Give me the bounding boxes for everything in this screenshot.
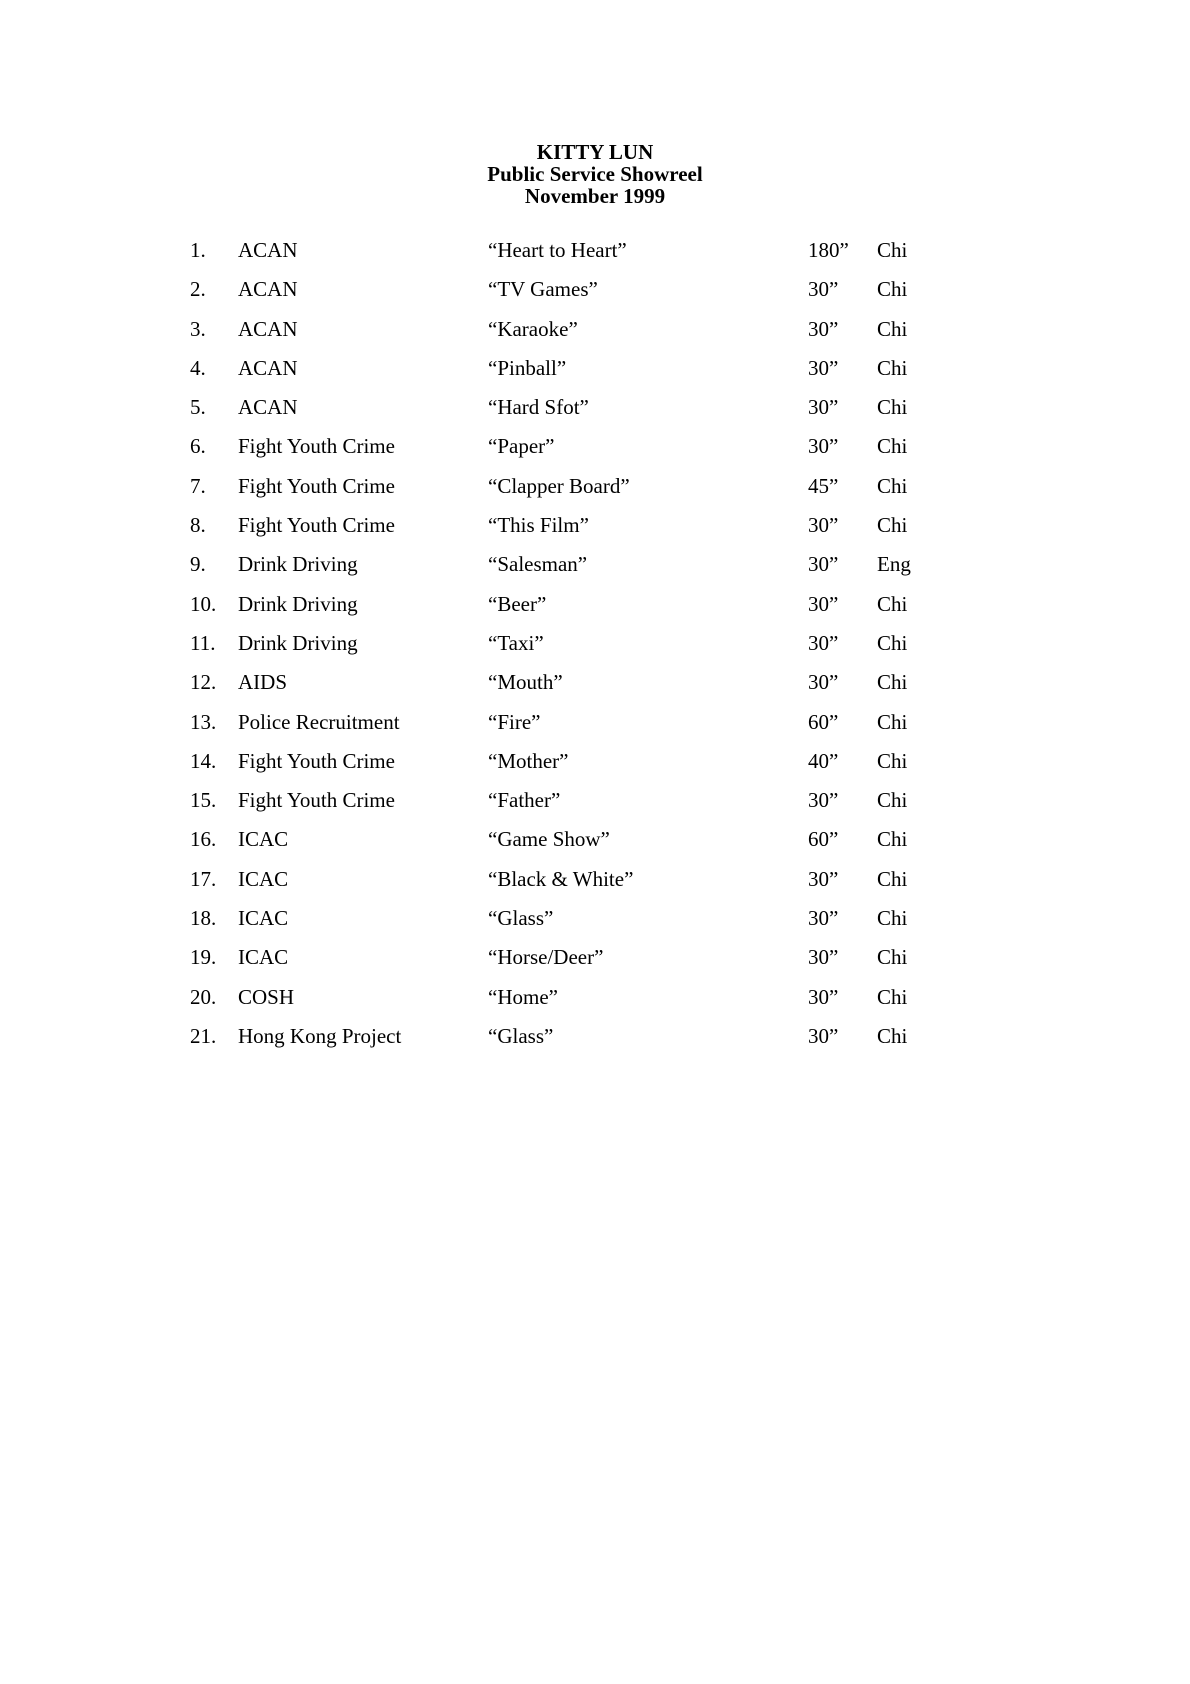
list-item	[0, 592, 1190, 631]
item-title: “Mouth”	[488, 670, 563, 695]
list-item	[0, 788, 1190, 827]
item-duration: 30”	[808, 945, 839, 970]
item-client: COSH	[238, 984, 295, 1009]
item-number: 21.	[190, 1023, 217, 1048]
item-client: Fight Youth Crime	[238, 513, 395, 538]
item-language: Chi	[877, 630, 908, 655]
list-item	[0, 670, 1190, 709]
item-client: Police Recruitment	[238, 709, 400, 734]
list-item	[0, 434, 1190, 473]
item-language: Chi	[877, 395, 908, 420]
item-language: Chi	[877, 513, 908, 538]
item-duration: 30”	[808, 788, 839, 813]
item-number: 8.	[190, 513, 206, 538]
item-duration: 30”	[808, 513, 839, 538]
item-client: ACAN	[238, 238, 298, 262]
item-duration: 30”	[808, 984, 839, 1009]
list-item	[0, 277, 1190, 316]
item-language: Chi	[877, 316, 908, 341]
item-title: “Black & White”	[488, 866, 634, 891]
item-title: “Home”	[488, 984, 558, 1009]
item-title: “Salesman”	[488, 552, 588, 577]
item-duration: 40”	[808, 748, 839, 773]
item-number: 7.	[190, 473, 206, 498]
header-name: KITTY LUN	[536, 140, 654, 164]
item-client: ICAC	[238, 827, 289, 852]
item-language: Chi	[877, 591, 908, 616]
header-date: November 1999	[524, 184, 666, 208]
item-language: Chi	[877, 945, 908, 970]
item-client: Fight Youth Crime	[238, 748, 395, 773]
item-number: 13.	[190, 709, 217, 734]
showreel-list	[0, 238, 1190, 1063]
item-number: 10.	[190, 591, 217, 616]
item-language: Chi	[877, 984, 908, 1009]
item-title: “Heart to Heart”	[488, 238, 627, 262]
list-item	[0, 238, 1190, 277]
list-item	[0, 867, 1190, 906]
item-language: Eng	[877, 552, 911, 577]
item-language: Chi	[877, 866, 908, 891]
item-client: ACAN	[238, 277, 298, 302]
list-item	[0, 395, 1190, 434]
item-number: 3.	[190, 316, 206, 341]
item-title: “Horse/Deer”	[488, 945, 604, 970]
item-number: 16.	[190, 827, 217, 852]
item-language: Chi	[877, 1023, 908, 1048]
document-header	[0, 141, 1190, 207]
item-number: 19.	[190, 945, 217, 970]
item-number: 6.	[190, 434, 206, 459]
item-language: Chi	[877, 355, 908, 380]
list-item	[0, 945, 1190, 984]
item-client: ACAN	[238, 355, 298, 380]
item-duration: 30”	[808, 1023, 839, 1048]
item-title: “Karaoke”	[488, 316, 578, 341]
item-title: “Mother”	[488, 748, 569, 773]
item-number: 5.	[190, 395, 206, 420]
item-language: Chi	[877, 709, 908, 734]
item-language: Chi	[877, 748, 908, 773]
item-language: Chi	[877, 827, 908, 852]
item-client: Hong Kong Project	[238, 1023, 402, 1048]
item-title: “Hard Sfot”	[488, 395, 589, 420]
list-item	[0, 513, 1190, 552]
item-duration: 30”	[808, 395, 839, 420]
item-duration: 30”	[808, 355, 839, 380]
item-duration: 45”	[808, 473, 839, 498]
item-title: “Father”	[488, 788, 561, 813]
item-title: “Taxi”	[488, 630, 544, 655]
list-item	[0, 474, 1190, 513]
item-title: “Glass”	[488, 906, 554, 931]
item-duration: 30”	[808, 316, 839, 341]
item-language: Chi	[877, 906, 908, 931]
item-number: 11.	[190, 630, 216, 655]
list-item	[0, 749, 1190, 788]
item-duration: 30”	[808, 866, 839, 891]
list-item	[0, 710, 1190, 749]
item-duration: 30”	[808, 630, 839, 655]
list-item	[0, 827, 1190, 866]
item-client: ACAN	[238, 316, 298, 341]
list-item	[0, 356, 1190, 395]
item-number: 2.	[190, 277, 206, 302]
item-client: ICAC	[238, 945, 289, 970]
item-client: ACAN	[238, 395, 298, 420]
item-client: Drink Driving	[238, 552, 358, 577]
item-duration: 180”	[808, 238, 849, 262]
item-language: Chi	[877, 434, 908, 459]
item-title: “Fire”	[488, 709, 541, 734]
item-duration: 30”	[808, 434, 839, 459]
item-number: 9.	[190, 552, 206, 577]
list-item	[0, 317, 1190, 356]
item-language: Chi	[877, 277, 908, 302]
item-duration: 60”	[808, 827, 839, 852]
item-duration: 60”	[808, 709, 839, 734]
item-number: 15.	[190, 788, 217, 813]
item-number: 20.	[190, 984, 217, 1009]
item-number: 17.	[190, 866, 217, 891]
item-language: Chi	[877, 238, 908, 262]
list-item	[0, 906, 1190, 945]
item-title: “TV Games”	[488, 277, 598, 302]
item-duration: 30”	[808, 277, 839, 302]
item-number: 18.	[190, 906, 217, 931]
item-client: ICAC	[238, 906, 289, 931]
item-duration: 30”	[808, 552, 839, 577]
item-title: “This Film”	[488, 513, 589, 538]
item-duration: 30”	[808, 591, 839, 616]
list-item	[0, 552, 1190, 591]
list-item	[0, 985, 1190, 1024]
item-duration: 30”	[808, 670, 839, 695]
item-language: Chi	[877, 670, 908, 695]
item-number: 4.	[190, 355, 206, 380]
item-title: “Game Show”	[488, 827, 610, 852]
list-item	[0, 631, 1190, 670]
item-title: “Beer”	[488, 591, 547, 616]
item-client: Fight Youth Crime	[238, 788, 395, 813]
item-language: Chi	[877, 788, 908, 813]
item-title: “Pinball”	[488, 355, 567, 380]
item-language: Chi	[877, 473, 908, 498]
item-client: Drink Driving	[238, 591, 358, 616]
item-client: Drink Driving	[238, 630, 358, 655]
item-title: “Paper”	[488, 434, 555, 459]
item-title: “Glass”	[488, 1023, 554, 1048]
item-number: 12.	[190, 670, 217, 695]
header-title: Public Service Showreel	[487, 162, 703, 186]
list-item	[0, 1024, 1190, 1063]
item-client: AIDS	[238, 670, 288, 695]
item-number: 14.	[190, 748, 217, 773]
item-client: ICAC	[238, 866, 289, 891]
item-number: 1.	[190, 238, 206, 262]
item-title: “Clapper Board”	[488, 473, 630, 498]
item-client: Fight Youth Crime	[238, 473, 395, 498]
item-duration: 30”	[808, 906, 839, 931]
item-client: Fight Youth Crime	[238, 434, 395, 459]
